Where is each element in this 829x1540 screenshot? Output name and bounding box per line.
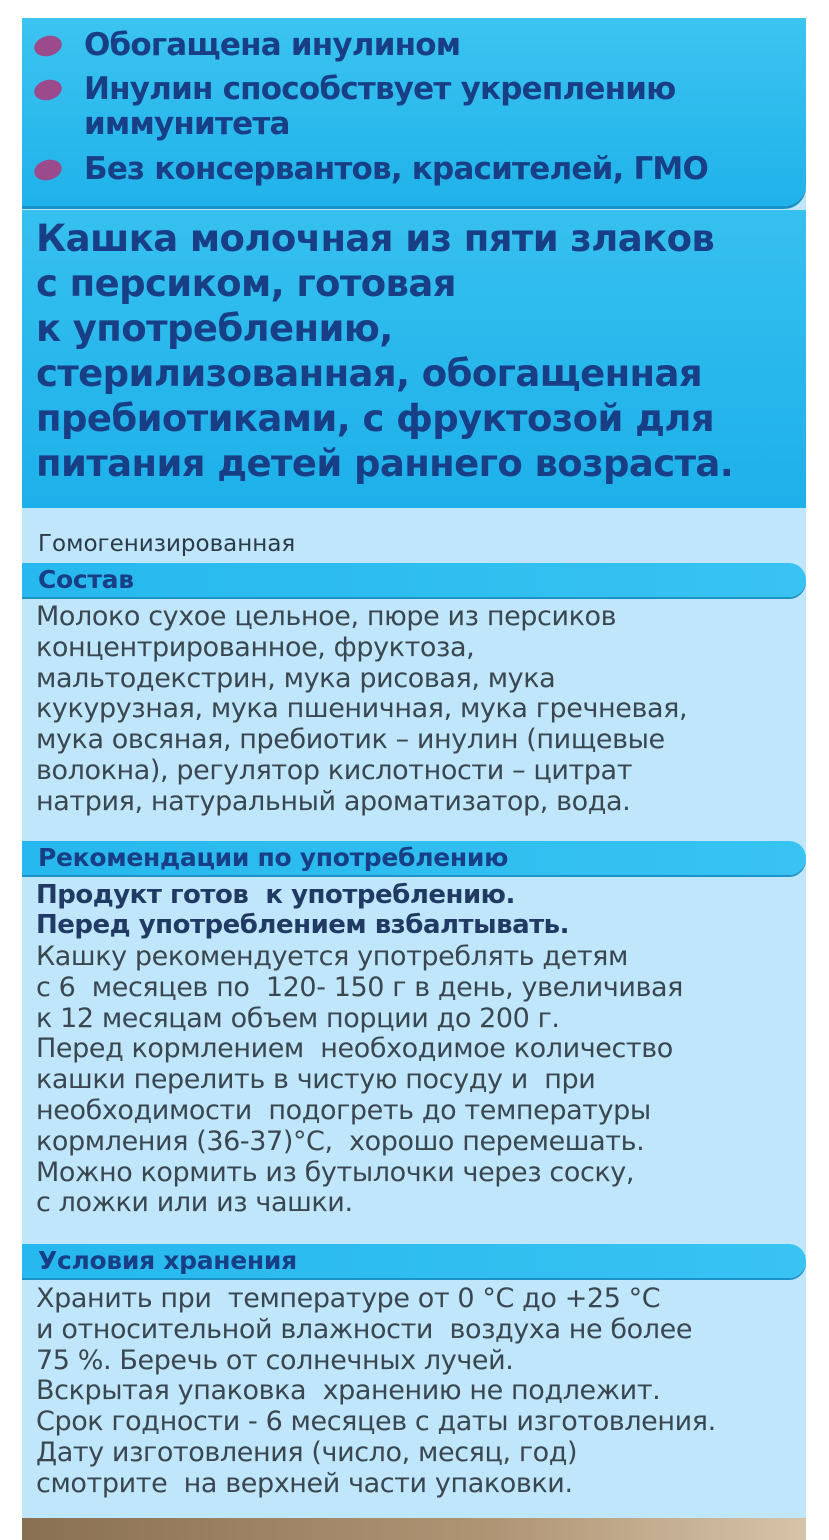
product-title: Кашка молочная из пяти злаков с персиком, готовая к употреблению, стерилизованная, обогащенная пребиотиками, с фруктозой для питания детей раннего возраста. (36, 217, 734, 485)
benefit-text: Инулин способствует укреплению иммунитета (84, 71, 676, 142)
package-edge (22, 1518, 806, 1540)
composition-heading: Состав (38, 565, 134, 594)
texture-note: Гомогенизированная (38, 531, 296, 557)
storage-text: Хранить при температуре от 0 °С до +25 °С и относительной влажности воздуха не более 75 %. Беречь от солнечных лучей. Вскрытая упаковка хранению не подлежит. Срок годности - 6 месяцев с даты изготовления. Дату изготовления (число, месяц, год) смотрите на верхней части упаковки. (36, 1283, 716, 1499)
usage-emphasis: Продукт готов к употреблению. Перед употреблением взбалтывать. (36, 880, 569, 940)
benefit-text: Обогащена инулином (84, 27, 461, 63)
usage-heading: Рекомендации по употреблению (38, 843, 509, 872)
label-panel (22, 18, 806, 1518)
usage-text: Кашку рекомендуется употреблять детям с 6 месяцев по 120- 150 г в день, увеличивая к 12 месяцам объем порции до 200 г. Перед кормлением необходимое количество кашки перелить в чистую посуду и при необходимости подогреть до температуры кормления (36-37)°С, хорошо перемешать. Можно кормить из бутылочки через соску, с ложки или из чашки. (36, 941, 684, 1219)
usage-header (22, 841, 806, 875)
bullet-dot-icon (32, 77, 64, 104)
product-title-box (22, 210, 806, 508)
storage-header (22, 1244, 806, 1278)
bullet-dot-icon (32, 33, 64, 60)
composition-text: Молоко сухое цельное, пюре из персиков концентрированное, фруктоза, мальтодекстрин, мука рисовая, мука кукурузная, мука пшеничная, мука гречневая, мука овсяная, пребиотик – инулин (пищевые волокна), регулятор кислотности – цитрат натрия, натуральный ароматизатор, вода. (36, 601, 688, 817)
benefit-text: Без консервантов, красителей, ГМО (84, 151, 709, 187)
storage-heading: Условия хранения (38, 1246, 297, 1275)
benefits-box (22, 18, 806, 206)
bullet-dot-icon (32, 157, 64, 184)
composition-header (22, 563, 806, 597)
